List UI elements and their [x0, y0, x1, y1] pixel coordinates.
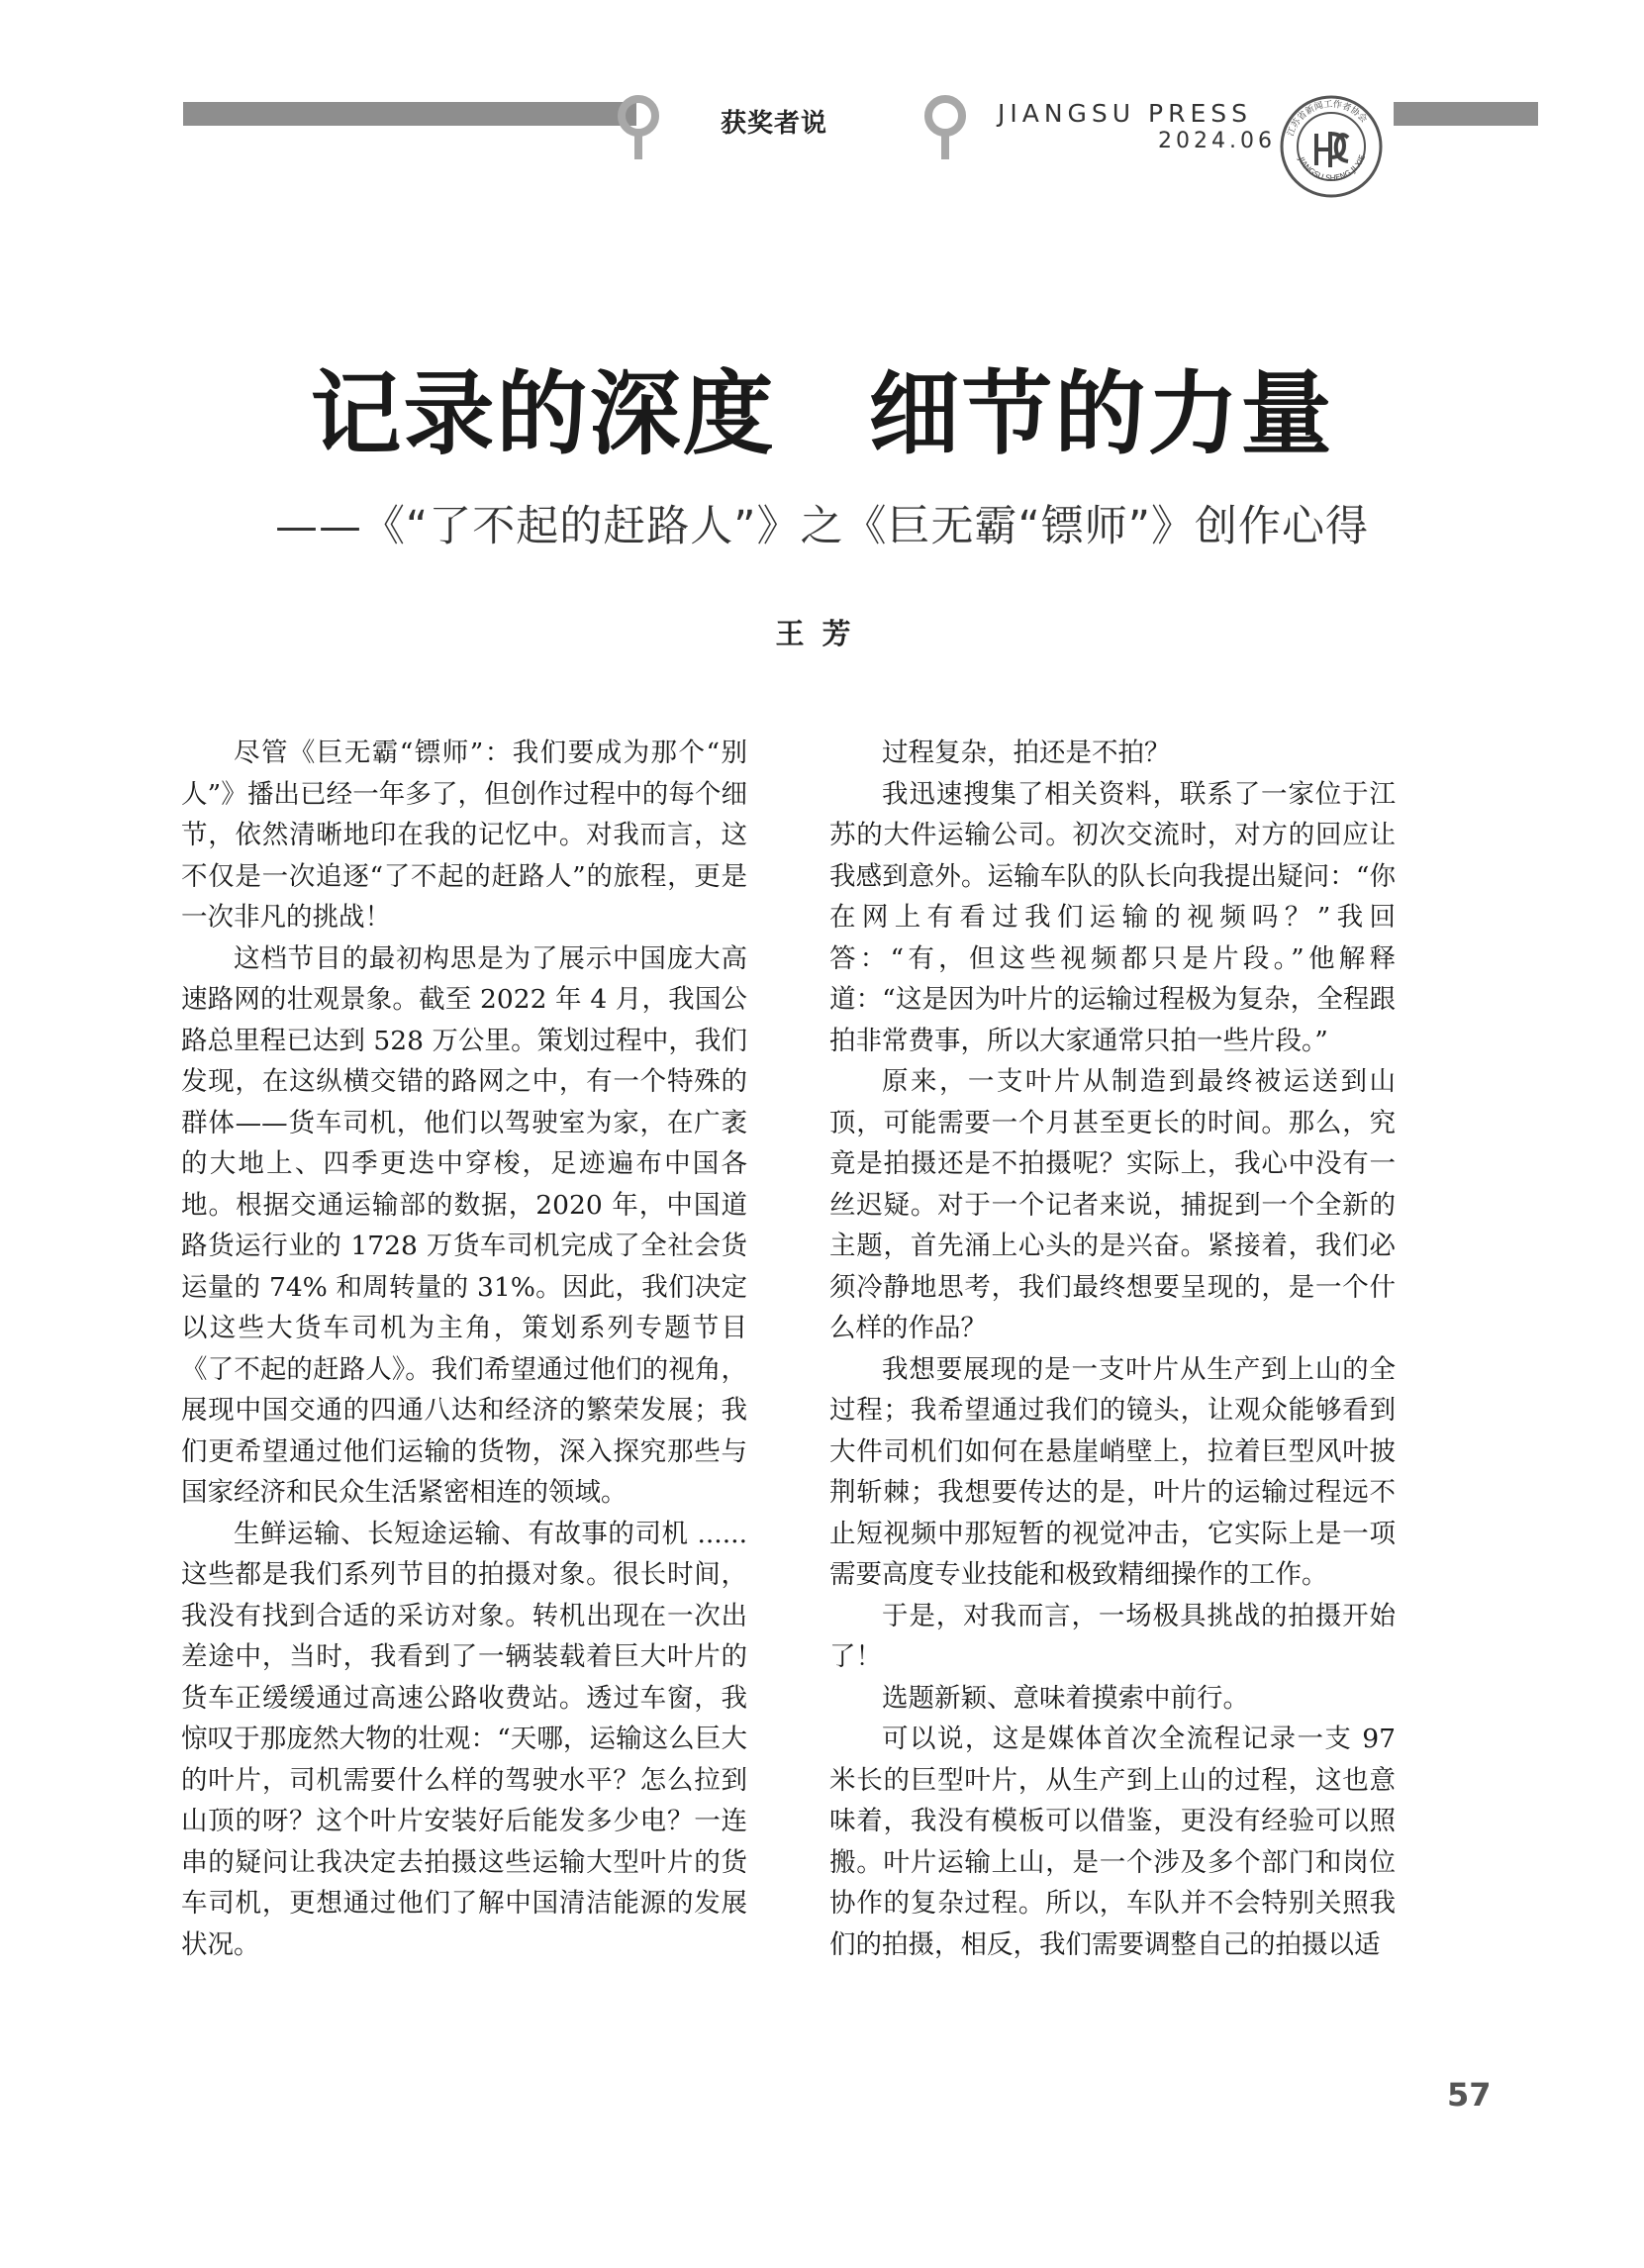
- issue-date: 2024.06: [1158, 129, 1276, 153]
- page-number: 57: [1447, 2076, 1492, 2114]
- paragraph: 可以说，这是媒体首次全流程记录一支 97 米长的巨型叶片，从生产到上山的过程，这也意味着，我没有模板可以借鉴，更没有经验可以照搬。叶片运输上山，是一个涉及多个部门和岗位协作的复杂过程。所以，车队并不会特别关照我们的拍摄，相反，我们需要调整自己的拍摄以适: [829, 1724, 1396, 1960]
- paragraph: 我迅速搜集了相关资料，联系了一家位于江苏的大件运输公司。初次交流时，对方的回应让我感到意外。运输车队的队长向我提出疑问：“你在网上有看过我们运输的视频吗？”我回答：“有，但这些视频都只是片段。”他解释道：“这是因为叶片的运输过程极为复杂，全程跟拍非常费事，所以大家通常只拍一些片段。”: [829, 778, 1396, 1056]
- paragraph: 选题新颖、意味着摸索中前行。: [882, 1682, 1249, 1714]
- article-subtitle: ——《“了不起的赶路人”》之《巨无霸“镖师”》创作心得: [274, 502, 1370, 551]
- header-bar-left: [183, 102, 636, 126]
- paragraph: 尽管《巨无霸“镖师”：我们要成为那个“别人”》播出已经一年多了，但创作过程中的每个细节，依然清晰地印在我的记忆中。对我而言，这不仅是一次追逐“了不起的赶路人”的旅程，更是一次非凡的挑战！: [181, 738, 747, 933]
- svg-text:JIANGSU SHENG JI XIE: JIANGSU SHENG JI XIE: [1296, 153, 1368, 183]
- map-pin-icon: [920, 94, 970, 161]
- left-column: [181, 733, 747, 1965]
- right-column: [829, 733, 1396, 1965]
- paragraph: 这档节目的最初构思是为了展示中国庞大高速路网的壮观景象。截至 2022 年 4 月，我国公路总里程已达到 528 万公里。策划过程中，我们发现，在这纵横交错的路网之中，有一个特殊的群体——货车司机，他们以驾驶室为家，在广袤的大地上、四季更迭中穿梭，足迹遍布中国各地。根据交通运输部的数据，2020 年，中国道路货运行业的 1728 万货车司机完成了全社会货运量的 74% 和周转量的 31%。因此，我们决定以这些大货车司机为主角，策划系列专题节目《了不起的赶路人》。我们希望通过他们的视角，展现中国交通的四通八达和经济的繁荣发展；我们更希望通过他们运输的货物，深入探究那些与国家经济和民众生活紧密相连的领域。: [181, 942, 747, 1508]
- paragraph: 生鲜运输、长短途运输、有故事的司机 ...... 这些都是我们系列节目的拍摄对象。很长时间，我没有找到合适的采访对象。转机出现在一次出差途中，当时，我看到了一辆装载着巨大叶片的货车正缓缓通过高速公路收费站。透过车窗，我惊叹于那庞然大物的壮观：“天哪，运输这么巨大的叶片，司机需要什么样的驾驶水平？怎么拉到山顶的呀？这个叶片安装好后能发多少电？一连串的疑问让我决定去拍摄这些运输大型叶片的货车司机，更想通过他们了解中国清洁能源的发展状况。: [181, 1518, 747, 1960]
- author-name: 王芳: [775, 617, 869, 650]
- paragraph: 原来，一支叶片从制造到最终被运送到山顶，可能需要一个月甚至更长的时间。那么，究竟是拍摄还是不拍摄呢？实际上，我心中没有一丝迟疑。对于一个记者来说，捕捉到一个全新的主题，首先涌上心头的是兴奋。紧接着，我们必须冷静地思考，我们最终想要呈现的，是一个什么样的作品？: [829, 1066, 1396, 1343]
- association-seal-logo: [1279, 94, 1384, 199]
- section-label: 获奖者说: [721, 109, 828, 139]
- svg-text:江苏省新闻工作者协会: 江苏省新闻工作者协会: [1286, 99, 1369, 139]
- article-title: 记录的深度 细节的力量: [310, 361, 1334, 467]
- header-bar-right: [1394, 102, 1538, 126]
- publication-name: JIANGSU PRESS: [998, 99, 1253, 128]
- paragraph: 我想要展现的是一支叶片从生产到上山的全过程；我希望通过我们的镜头，让观众能够看到大件司机们如何在悬崖峭壁上，拉着巨型风叶披荆斩棘；我想要传达的是，叶片的运输过程远不止短视频中那短暂的视觉冲击，它实际上是一项需要高度专业技能和极致精细操作的工作。: [829, 1353, 1396, 1590]
- map-pin-icon: [614, 94, 663, 161]
- paragraph: 过程复杂，拍还是不拍？: [882, 738, 1171, 768]
- paragraph: 于是，对我而言，一场极具挑战的拍摄开始了！: [829, 1600, 1396, 1672]
